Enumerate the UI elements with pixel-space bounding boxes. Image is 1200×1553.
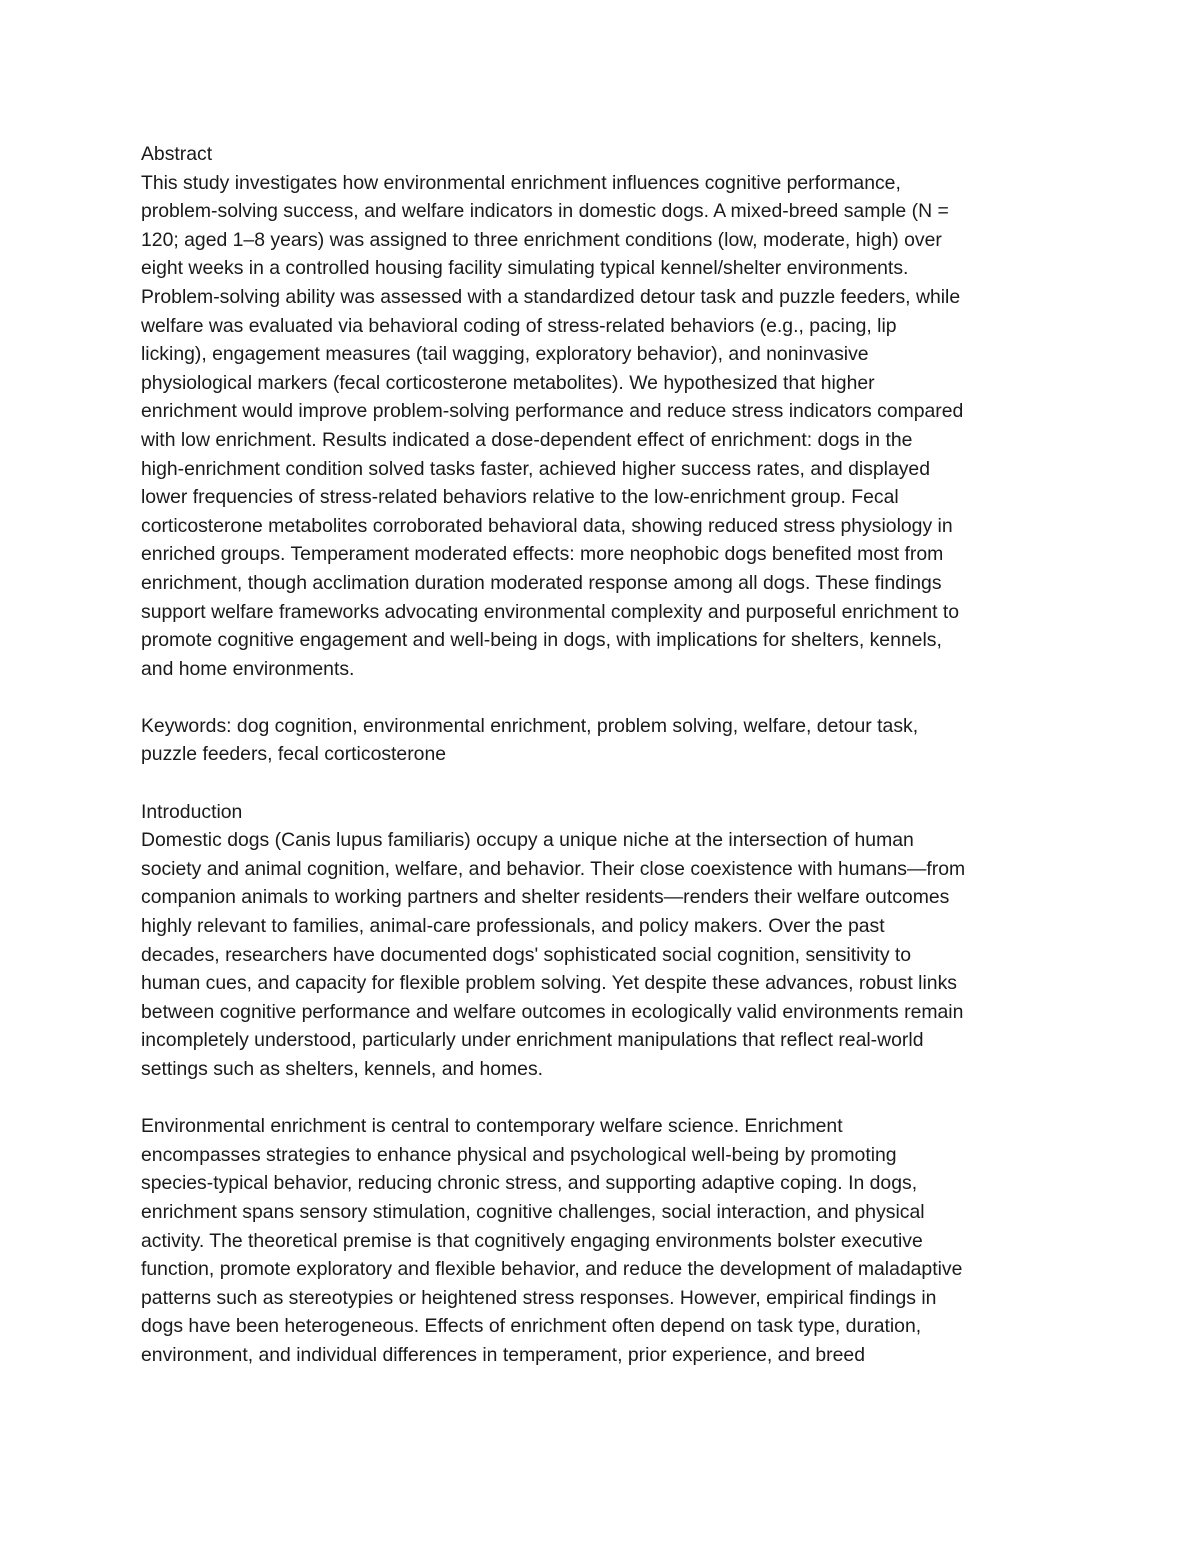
introduction-paragraph-1 [141,826,1071,1083]
abstract-line: eight weeks in a controlled housing facility simulating typical kennel/shelter environments. [141,257,909,280]
abstract-line: and home environments. [141,657,355,680]
introduction-paragraph-2 [141,1112,1071,1369]
abstract-section [141,140,1071,683]
abstract-line: This study investigates how environmental enrichment influences cognitive performance, [141,171,901,194]
abstract-line: Problem-solving ability was assessed with a standardized detour task and puzzle feeders, while [141,285,961,308]
intro-line: incompletely understood, particularly under enrichment manipulations that reflect real-world [141,1029,924,1052]
abstract-heading: Abstract [141,143,213,165]
intro-line: Domestic dogs (Canis lupus familiaris) occupy a unique niche at the intersection of human [141,829,914,852]
intro-line: encompasses strategies to enhance physical and psychological well-being by promoting [141,1143,897,1166]
abstract-line: 120; aged 1–8 years) was assigned to three enrichment conditions (low, moderate, high) over [141,228,942,251]
introduction-heading: Introduction [141,800,243,823]
abstract-line: welfare was evaluated via behavioral coding of stress-related behaviors (e.g., pacing, lip [141,314,897,337]
paragraph-spacer [141,1084,1071,1113]
abstract-line: enrichment, though acclimation duration moderated response among all dogs. These findings [141,571,942,594]
intro-line: function, promote exploratory and flexible behavior, and reduce the development of maladaptive [141,1258,963,1281]
intro-line: companion animals to working partners and shelter residents—renders their welfare outcomes [141,886,950,909]
abstract-paragraph [141,169,1071,684]
keywords-paragraph [141,712,1071,769]
abstract-line: physiological markers (fecal corticosterone metabolites). We hypothesized that higher [141,371,875,394]
keywords-line: puzzle feeders, fecal corticosterone [141,743,447,766]
abstract-line: problem-solving success, and welfare indicators in domestic dogs. A mixed-breed sample (N = [141,200,949,223]
abstract-line: corticosterone metabolites corroborated behavioral data, showing reduced stress physiology in [141,514,953,537]
keywords-line: Keywords: dog cognition, environmental enrichment, problem solving, welfare, detour task, [141,714,919,737]
intro-line: activity. The theoretical premise is that cognitively engaging environments bolster executive [141,1229,923,1252]
abstract-line: enrichment would improve problem-solving performance and reduce stress indicators compared [141,400,964,423]
paragraph-spacer [141,769,1071,798]
paragraph-spacer [141,683,1071,712]
intro-line: settings such as shelters, kennels, and homes. [141,1058,544,1080]
intro-line: human cues, and capacity for flexible problem solving. Yet despite these advances, robust links [141,972,957,995]
intro-line: society and animal cognition, welfare, and behavior. Their close coexistence with humans—from [141,857,966,880]
intro-line: environment, and individual differences in temperament, prior experience, and breed [141,1343,865,1366]
intro-line: highly relevant to families, animal-care professionals, and policy makers. Over the past [141,915,885,938]
abstract-line: licking), engagement measures (tail wagging, exploratory behavior), and noninvasive [141,343,869,366]
intro-line: Environmental enrichment is central to contemporary welfare science. Enrichment [141,1115,843,1138]
abstract-line: promote cognitive engagement and well-being in dogs, with implications for shelters, kennels, [141,629,942,652]
intro-line: between cognitive performance and welfare outcomes in ecologically valid environments remain [141,1000,964,1023]
abstract-line: support welfare frameworks advocating environmental complexity and purposeful enrichment to [141,600,960,623]
intro-line: dogs have been heterogeneous. Effects of enrichment often depend on task type, duration, [141,1315,922,1338]
abstract-line: enriched groups. Temperament moderated effects: more neophobic dogs benefited most from [141,543,944,566]
abstract-line: lower frequencies of stress-related behaviors relative to the low-enrichment group. Fecal [141,486,899,509]
intro-line: species-typical behavior, reducing chronic stress, and supporting adaptive coping. In dogs, [141,1172,918,1195]
intro-line: enrichment spans sensory stimulation, cognitive challenges, social interaction, and physical [141,1200,925,1223]
intro-line: decades, researchers have documented dogs' sophisticated social cognition, sensitivity to [141,943,912,966]
abstract-line: with low enrichment. Results indicated a dose-dependent effect of enrichment: dogs in the [141,428,913,451]
introduction-section [141,798,1071,1370]
intro-line: patterns such as stereotypies or heightened stress responses. However, empirical findings in [141,1286,937,1309]
abstract-line: high-enrichment condition solved tasks faster, achieved higher success rates, and displayed [141,457,930,480]
document-body [141,140,1071,1370]
